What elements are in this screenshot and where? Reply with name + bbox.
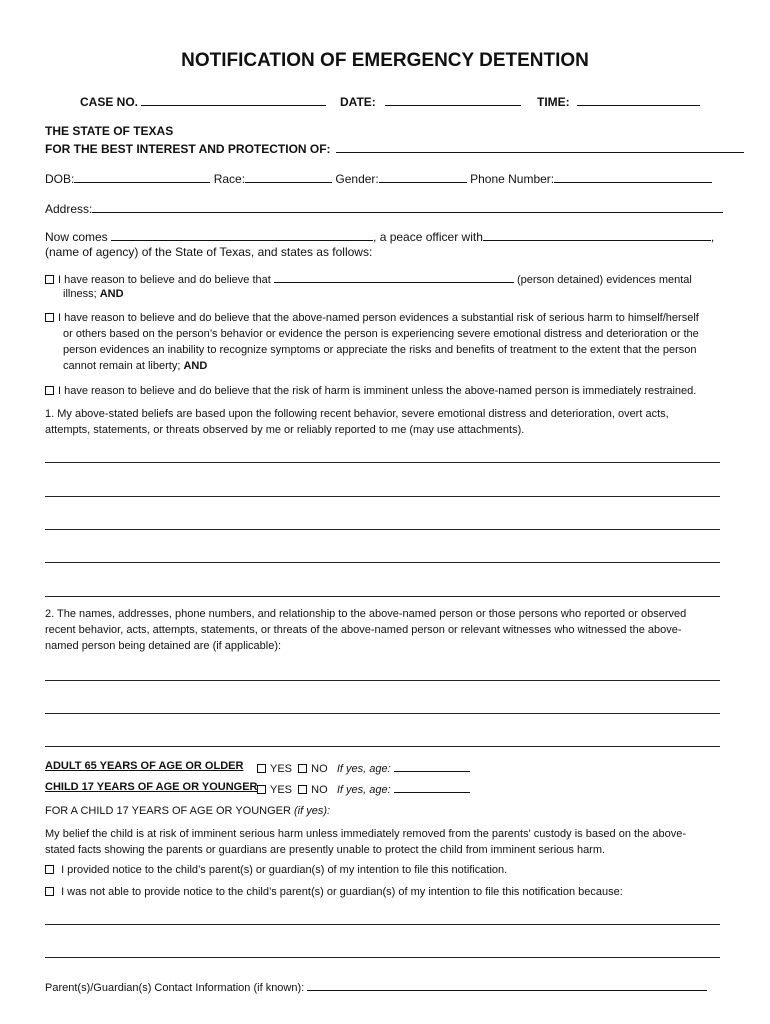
child-heading [45, 805, 330, 817]
address-row [45, 201, 723, 216]
gender-field[interactable] [379, 171, 467, 183]
child-heading-italic: (if yes): [294, 805, 331, 817]
notice-provided-row [45, 864, 507, 876]
check1-text-pre: I have reason to believe and do believe that [58, 274, 271, 286]
gender-label: Gender: [335, 172, 379, 186]
q2-answer-line[interactable] [45, 713, 720, 714]
time-row [537, 94, 700, 109]
case-no-field[interactable] [141, 94, 326, 106]
substantial-risk-checkbox[interactable] [45, 313, 54, 322]
check2-line3: person evidences an inability to recognize symptoms or appreciate the risks and benefits of treatment to the extent that the person [63, 344, 697, 356]
check1-line2 [63, 288, 124, 300]
notice-not-provided-checkbox[interactable] [45, 887, 54, 896]
mental-illness-checkbox[interactable] [45, 275, 54, 284]
contact-info-field[interactable] [307, 979, 707, 991]
child-17-label: CHILD 17 YEARS OF AGE OR YOUNGER [45, 781, 258, 793]
adult-if-yes-label: If yes, age: [336, 763, 391, 775]
peace-officer-label: , a peace officer with [373, 230, 483, 244]
phone-field[interactable] [554, 171, 712, 183]
check2-line2: or others based on the person’s behavior or evidence the person is experiencing severe emotional distress and deterioration or the [63, 328, 699, 340]
contact-info-label: Parent(s)/Guardian(s) Contact Information (if known): [45, 982, 305, 994]
notice-not-provided-row [45, 886, 623, 898]
officer-name-field[interactable] [111, 229, 373, 241]
q2-line2: recent behavior, acts, attempts, statements, or threats of the above-named person or relevant witnesses who witnessed the above- [45, 624, 682, 636]
protection-label: FOR THE BEST INTEREST AND PROTECTION OF: [45, 142, 331, 156]
time-field[interactable] [577, 94, 700, 106]
dob-label: DOB: [45, 172, 75, 186]
check-risk-row [45, 312, 699, 324]
q1-answer-line[interactable] [45, 529, 720, 530]
now-comes-label: Now comes [45, 230, 108, 244]
date-field[interactable] [385, 94, 521, 106]
child-no-checkbox[interactable] [298, 785, 307, 794]
notice-not-provided-text: I was not able to provide notice to the child’s parent(s) or guardian(s) of my intention to file this notification because: [61, 886, 623, 898]
protection-row [45, 141, 744, 156]
child-belief-line1: My belief the child is at risk of imminent serious harm unless immediately removed from the parents' custody is based on the above- [45, 828, 686, 840]
imminent-harm-checkbox[interactable] [45, 386, 54, 395]
adult-65-options [257, 760, 470, 775]
child-belief-line2: stated facts showing the parents or guardians are presently unable to protect the child from imminent serious harm. [45, 844, 606, 856]
check-mental-illness-row [45, 271, 692, 286]
form-title: NOTIFICATION OF EMERGENCY DETENTION [181, 50, 589, 71]
q2-line1: 2. The names, addresses, phone numbers, and relationship to the above-named person or those persons who reported or observed [45, 608, 687, 620]
q2-answer-line[interactable] [45, 680, 720, 681]
date-label: DATE: [340, 95, 376, 109]
q1-answer-line[interactable] [45, 496, 720, 497]
protected-person-field[interactable] [336, 141, 744, 153]
adult-no-label: NO [311, 763, 328, 775]
child-yes-checkbox[interactable] [257, 785, 266, 794]
dob-field[interactable] [74, 171, 210, 183]
adult-yes-label: YES [270, 763, 293, 775]
reason-answer-line[interactable] [45, 924, 720, 925]
q1-answer-line[interactable] [45, 462, 720, 463]
child-heading-text: FOR A CHILD 17 YEARS OF AGE OR YOUNGER [45, 805, 291, 817]
adult-yes-checkbox[interactable] [257, 764, 266, 773]
race-label: Race: [213, 172, 246, 186]
case-no-row [80, 94, 326, 109]
reason-answer-line[interactable] [45, 957, 720, 958]
q1-answer-line[interactable] [45, 596, 720, 597]
child-age-field[interactable] [394, 781, 470, 793]
adult-65-label: ADULT 65 YEARS OF AGE OR OLDER [45, 760, 244, 772]
check2-line4 [63, 360, 207, 372]
check2-and: AND [183, 360, 208, 372]
q1-line1: 1. My above-stated beliefs are based upon the following recent behavior, severe emotional distress and deterioration, overt acts, [45, 408, 669, 420]
demographics-row [45, 171, 712, 186]
agency-line: (name of agency) of the State of Texas, and states as follows: [45, 245, 373, 259]
check1-text-post: (person detained) evidences mental [516, 274, 692, 286]
check-imminent-row [45, 385, 696, 397]
child-yes-label: YES [270, 784, 293, 796]
q2-line3: named person being detained are (if applicable): [45, 640, 282, 652]
date-row [340, 94, 521, 109]
now-comes-row [45, 229, 714, 244]
child-no-label: NO [311, 784, 328, 796]
adult-no-checkbox[interactable] [298, 764, 307, 773]
check2-line4-text: cannot remain at liberty; [63, 360, 181, 372]
address-label: Address: [45, 202, 93, 216]
phone-label: Phone Number: [470, 172, 555, 186]
contact-info-row [45, 979, 707, 994]
check1-and: AND [99, 288, 124, 300]
child-17-options [257, 781, 470, 796]
race-field[interactable] [245, 171, 332, 183]
q2-answer-line[interactable] [45, 746, 720, 747]
check2-line1: I have reason to believe and do believe that the above-named person evidences a substantial risk of serious harm to himself/herself [58, 312, 699, 324]
check1-line2-text: illness; [63, 288, 97, 300]
adult-age-field[interactable] [394, 760, 470, 772]
notice-provided-checkbox[interactable] [45, 865, 54, 874]
agency-field[interactable] [483, 229, 711, 241]
now-comes-comma: , [710, 230, 715, 244]
child-if-yes-label: If yes, age: [336, 784, 391, 796]
address-field[interactable] [92, 201, 723, 213]
q1-answer-line[interactable] [45, 562, 720, 563]
q1-line2: attempts, statements, or threats observed by me or reliably reported to me (may use attachments). [45, 424, 525, 436]
check3-text: I have reason to believe and do believe that the risk of harm is imminent unless the above-named person is immediately restrained. [58, 385, 697, 397]
time-label: TIME: [537, 95, 570, 109]
person-detained-field[interactable] [274, 271, 514, 283]
state-line: THE STATE OF TEXAS [45, 124, 174, 138]
notice-provided-text: I provided notice to the child’s parent(s) or guardian(s) of my intention to file this notification. [61, 864, 508, 876]
case-no-label: CASE NO. [80, 95, 139, 109]
